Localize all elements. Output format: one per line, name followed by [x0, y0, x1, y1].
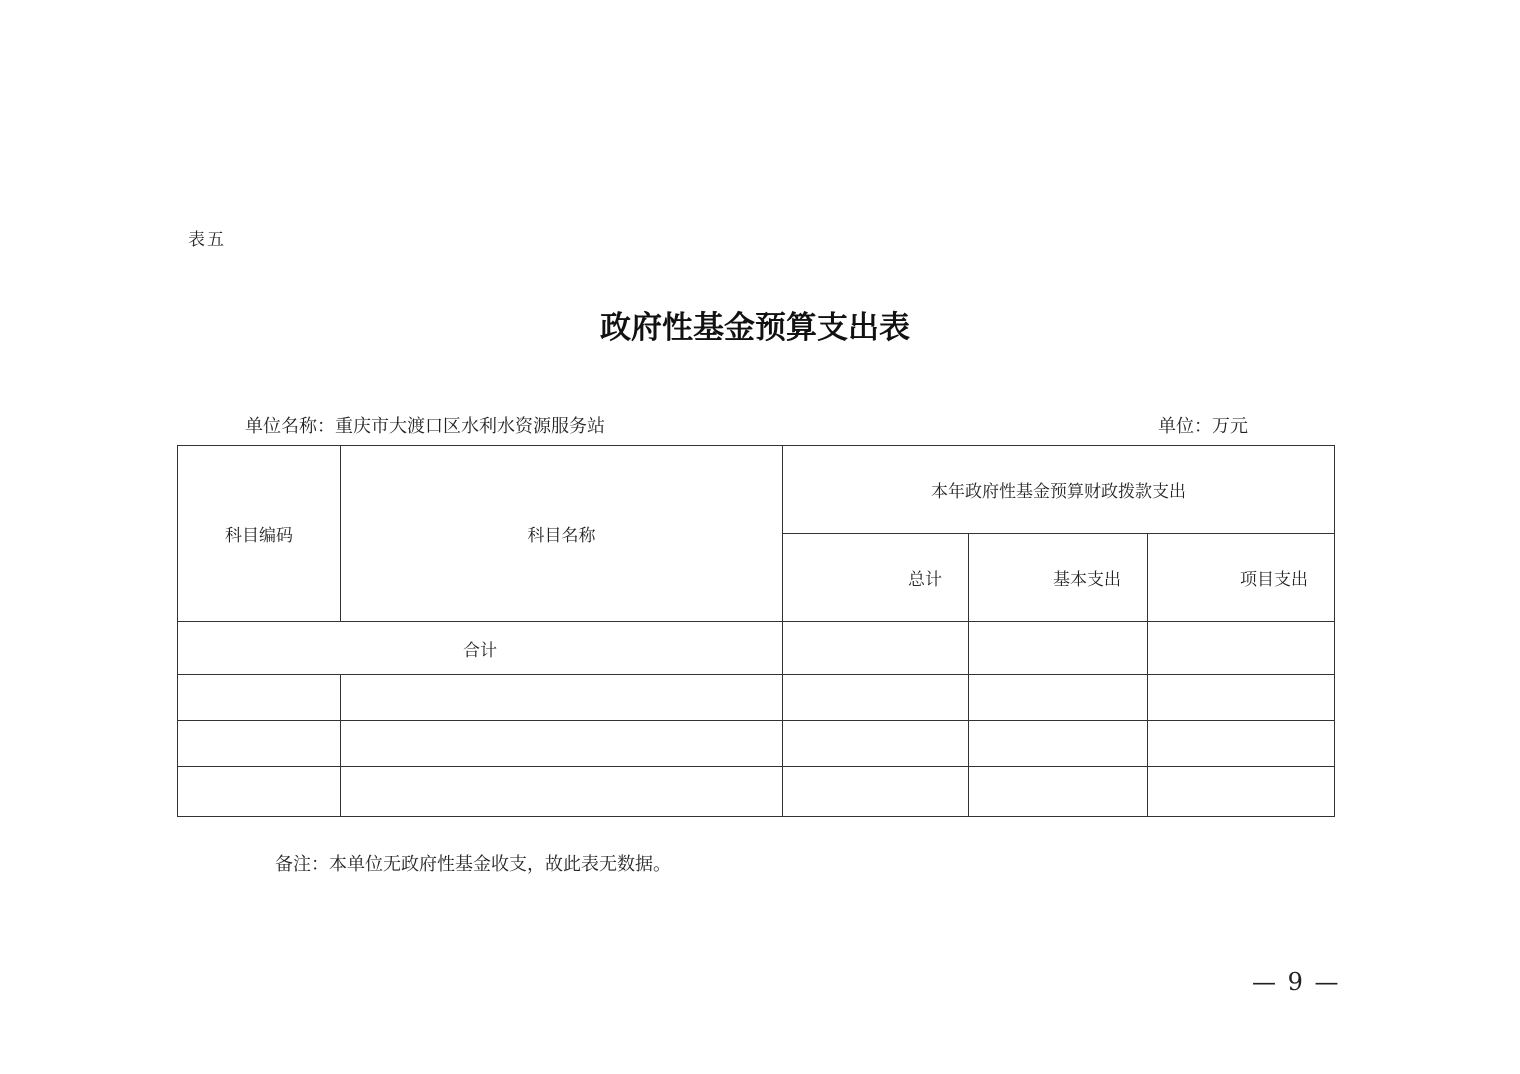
row-name	[341, 675, 783, 721]
row-basic	[969, 767, 1148, 817]
header-appropriation-group: 本年政府性基金预算财政拨款支出	[783, 446, 1335, 534]
row-code	[178, 767, 341, 817]
row-total	[783, 767, 969, 817]
row-name	[341, 721, 783, 767]
table-number-label: 表五	[188, 230, 226, 250]
header-basic-expenditure: 基本支出	[969, 534, 1148, 622]
row-code	[178, 721, 341, 767]
row-project	[1148, 675, 1335, 721]
footnote: 备注：本单位无政府性基金收支，故此表无数据。	[275, 854, 671, 875]
header-total: 总计	[783, 534, 969, 622]
unit-name-label: 单位名称：重庆市大渡口区水利水资源服务站	[245, 416, 605, 437]
row-code	[178, 675, 341, 721]
header-subject-name: 科目名称	[341, 446, 783, 622]
header-subject-code: 科目编码	[178, 446, 341, 622]
row-total	[783, 721, 969, 767]
page-number: — 9 —	[1252, 968, 1341, 996]
header-project-expenditure: 项目支出	[1148, 534, 1335, 622]
table-row	[178, 675, 1335, 721]
budget-expenditure-table	[177, 445, 1335, 817]
row-basic	[969, 721, 1148, 767]
table-row	[178, 767, 1335, 817]
currency-unit-label: 单位：万元	[1158, 416, 1248, 437]
row-total	[783, 675, 969, 721]
total-row-basic	[969, 622, 1148, 675]
document-title: 政府性基金预算支出表	[600, 310, 910, 346]
row-name	[341, 767, 783, 817]
table-row	[178, 721, 1335, 767]
total-row-total	[783, 622, 969, 675]
total-row	[178, 622, 1335, 675]
row-project	[1148, 721, 1335, 767]
row-basic	[969, 675, 1148, 721]
row-project	[1148, 767, 1335, 817]
total-row-label: 合计	[178, 622, 783, 675]
total-row-project	[1148, 622, 1335, 675]
